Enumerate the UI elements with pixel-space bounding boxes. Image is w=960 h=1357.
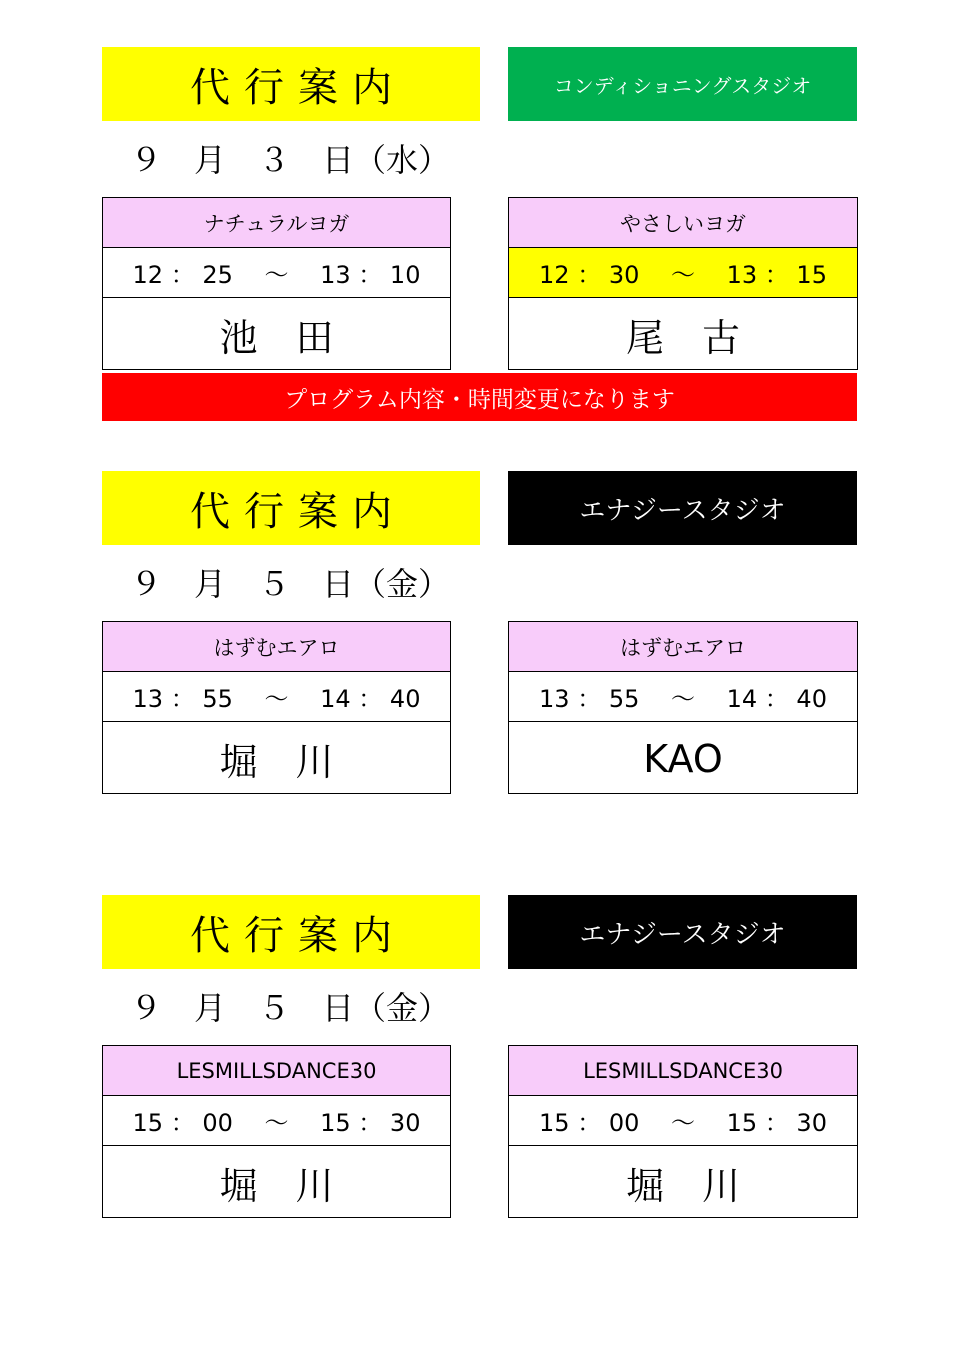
class-time: 13 ： 55 ～ 14 ： 40 [103,672,450,722]
program-name: はずむエアロ [509,622,857,672]
change-notice-banner: プログラム内容・時間変更になります [102,373,857,421]
notice-block-3 [0,895,960,1275]
class-card-right [508,1045,858,1218]
date-text: ９ 月 ５ 日（金） [130,989,451,1027]
title-banner: 代行案内 [102,895,480,969]
title-banner: 代行案内 [102,47,480,121]
class-card-left [102,621,451,794]
program-name: はずむエアロ [103,622,450,672]
instructor-name: 堀 川 [219,1164,334,1208]
class-time: 12 ： 30 ～ 13 ： 15 [509,248,857,298]
program-name: LESMILLSDANCE30 [103,1046,450,1096]
program-name: やさしいヨガ [509,198,857,248]
notice-block-2 [0,471,960,851]
program-name: LESMILLSDANCE30 [509,1046,857,1096]
class-card-left [102,197,451,370]
title-banner: 代行案内 [102,471,480,545]
class-card-right [508,197,858,370]
instructor-name: 池 田 [219,316,334,360]
studio-label: エナジースタジオ [508,895,857,969]
notice-block-1 [0,47,960,427]
program-name: ナチュラルヨガ [103,198,450,248]
class-card-left [102,1045,451,1218]
class-time: 12 ： 25 ～ 13 ： 10 [103,248,450,298]
class-time: 15 ： 00 ～ 15 ： 30 [103,1096,450,1146]
instructor-name: KAO [643,736,723,781]
instructor-name: 堀 川 [625,1164,740,1208]
class-time: 15 ： 00 ～ 15 ： 30 [509,1096,857,1146]
studio-label: コンディショニングスタジオ [508,47,857,121]
class-time: 13 ： 55 ～ 14 ： 40 [509,672,857,722]
studio-label: エナジースタジオ [508,471,857,545]
date-text: ９ 月 ５ 日（金） [130,565,451,603]
instructor-name: 尾 古 [625,316,740,360]
date-text: ９ 月 ３ 日（水） [130,141,451,179]
instructor-name: 堀 川 [219,740,334,784]
class-card-right [508,621,858,794]
